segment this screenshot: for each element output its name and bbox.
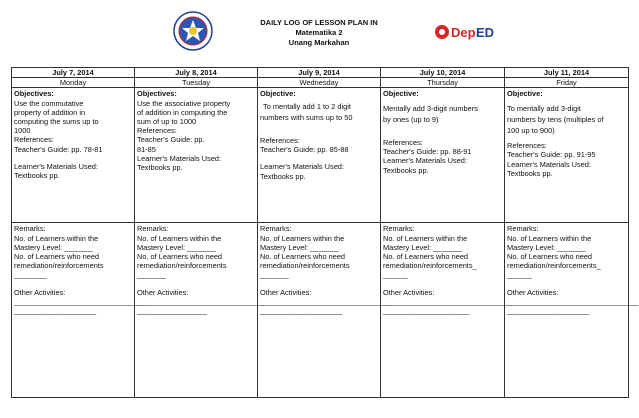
other-activities-line: ____________________ — [260, 306, 343, 316]
remediation-blank: ______ — [383, 270, 408, 280]
objective-text: Mentally add 3-digit numbers — [383, 103, 478, 113]
other-activities-line: ________________________________ — [260, 296, 392, 306]
references-label: References: — [137, 126, 177, 136]
teachers-guide: Teacher's Guide: pp. 85-88 — [260, 145, 349, 155]
date-cell: July 7, 2014 — [12, 68, 135, 78]
other-activities-line: _____________________ — [383, 306, 470, 316]
objective-text: of addition in computing the — [137, 107, 228, 117]
mastery-text: No. of Learners within the — [137, 233, 222, 243]
remediation-text: No. of Learners who need — [14, 252, 100, 262]
document-subject: Matematika 2 — [295, 28, 343, 37]
plan-cell-friday — [505, 88, 629, 223]
mastery-text: No. of Learners within the — [14, 233, 99, 243]
day-cell: Monday — [12, 78, 135, 88]
other-activities-label: Other Activities: — [507, 287, 559, 297]
mastery-level: Mastery Level: _______ — [507, 242, 586, 252]
materials-label: Learner's Materials Used: — [137, 153, 221, 163]
remediation-blank: ______ — [507, 270, 532, 280]
plan-cell-wednesday — [258, 88, 381, 223]
objective-label: Objectives: — [137, 89, 177, 99]
remediation-text: remediation/reinforcements — [137, 261, 227, 271]
remarks-cell-monday — [12, 223, 146, 398]
mastery-level: Mastery Level: _______ — [137, 242, 216, 252]
mastery-text: No. of Learners within the — [383, 233, 468, 243]
plan-cell-monday — [12, 88, 135, 223]
document-quarter: Unang Markahan — [288, 38, 350, 47]
day-cell: Thursday — [381, 78, 505, 88]
remediation-text: remediation/reinforcements — [14, 261, 104, 271]
objective-label: Objective: — [260, 89, 296, 99]
document-titles — [0, 18, 638, 48]
materials-text: Textbooks pp. — [260, 171, 306, 181]
objective-text: property of addition in — [14, 107, 86, 117]
remediation-text: No. of Learners who need — [137, 252, 223, 262]
remediation-blank: ________ — [14, 270, 47, 280]
remediation-text: remediation/reinforcements — [260, 261, 350, 271]
other-activities-line: ____________________ — [14, 306, 97, 316]
other-activities-line: _______________________________ — [383, 296, 511, 306]
remarks-cell-wednesday — [258, 223, 392, 398]
date-cell: July 11, 2014 — [505, 68, 629, 78]
lesson-log-table — [11, 67, 639, 398]
date-cell: July 10, 2014 — [381, 68, 505, 78]
remarks-label: Remarks: — [383, 224, 415, 234]
other-activities-label: Other Activities: — [383, 287, 435, 297]
remediation-text: No. of Learners who need — [507, 252, 593, 262]
materials-text: Textbooks pp. — [137, 163, 183, 173]
day-row — [12, 78, 629, 88]
other-activities-label: Other Activities: — [260, 287, 312, 297]
references-label: References: — [14, 135, 54, 145]
remarks-cell-tuesday — [135, 223, 265, 398]
remarks-label: Remarks: — [507, 224, 539, 234]
teachers-guide: Teacher's Guide: pp. 88-91 — [383, 147, 472, 157]
objective-text: 100 up to 900) — [507, 126, 555, 136]
teachers-guide: Teacher's Guide: pp. 91-95 — [507, 150, 596, 160]
materials-label: Learner's Materials Used: — [383, 156, 467, 166]
other-activities-line: ____________________ — [507, 306, 590, 316]
remediation-text: remediation/reinforcements_ — [383, 261, 477, 271]
objective-text: Use the commutative — [14, 98, 84, 108]
mastery-text: No. of Learners within the — [507, 233, 592, 243]
objective-text: computing the sums up to — [14, 117, 99, 127]
remediation-blank: _______ — [137, 270, 166, 280]
remediation-text: remediation/reinforcements_ — [507, 261, 601, 271]
remarks-label: Remarks: — [137, 224, 169, 234]
document-header — [0, 0, 638, 62]
objective-text: 1000 — [14, 126, 31, 136]
objective-text: Use the associative property — [137, 98, 231, 108]
day-cell: Wednesday — [258, 78, 381, 88]
objective-label: Objective: — [507, 89, 543, 99]
date-cell: July 9, 2014 — [258, 68, 381, 78]
svg-text:ED: ED — [476, 25, 495, 40]
remarks-label: Remarks: — [260, 224, 292, 234]
objective-text: numbers with sums up to 50 — [260, 112, 353, 122]
document-title: DAILY LOG OF LESSON PLAN IN — [260, 18, 378, 27]
other-activities-line: _______________________________ — [137, 296, 265, 306]
teachers-guide-pages: 81-85 — [137, 144, 156, 154]
objective-text: To mentally add 1 to 2 digit — [263, 101, 351, 111]
remarks-row — [12, 223, 629, 398]
plan-cell-thursday — [381, 88, 505, 223]
objective-text: sum of up to 1000 — [137, 117, 197, 127]
materials-label: Learner's Materials Used: — [507, 159, 591, 169]
references-label: References: — [507, 141, 547, 151]
materials-text: Textbooks pp. — [14, 171, 60, 181]
other-activities-line: _________________ — [137, 306, 207, 316]
materials-label: Learner's Materials Used: — [14, 161, 98, 171]
plan-cell-tuesday — [135, 88, 258, 223]
objective-label: Objective: — [383, 89, 419, 99]
remediation-blank: _______ — [260, 270, 289, 280]
references-label: References: — [383, 138, 423, 148]
remarks-cell-thursday — [381, 223, 511, 398]
objective-text: numbers by tens (multiples of — [507, 114, 604, 124]
objective-text: To mentally add 3-digit — [507, 103, 581, 113]
mastery-text: No. of Learners within the — [260, 233, 345, 243]
teachers-guide: Teacher's Guide: pp. 78-81 — [14, 144, 103, 154]
remediation-text: No. of Learners who need — [260, 252, 346, 262]
objective-label: Objectives: — [14, 89, 54, 99]
svg-text:Dep: Dep — [451, 25, 476, 40]
day-cell: Tuesday — [135, 78, 258, 88]
other-activities-line: ________________________________ — [14, 296, 146, 306]
teachers-guide: Teacher's Guide: pp. — [137, 135, 205, 145]
remediation-text: No. of Learners who need — [383, 252, 469, 262]
other-activities-label: Other Activities: — [137, 287, 189, 297]
mastery-level: Mastery Level: _______ — [14, 242, 93, 252]
deped-logo-icon — [434, 17, 495, 47]
other-activities-line: ________________________________ — [507, 296, 639, 306]
date-cell: July 8, 2014 — [135, 68, 258, 78]
day-cell: Friday — [505, 78, 629, 88]
remarks-label: Remarks: — [14, 224, 46, 234]
date-row — [12, 68, 629, 78]
remarks-cell-friday — [505, 223, 639, 398]
mastery-level: Mastery Level: _______ — [260, 242, 339, 252]
other-activities-label: Other Activities: — [14, 287, 66, 297]
materials-text: Textbooks pp. — [507, 168, 553, 178]
mastery-level: Mastery Level: _______ — [383, 242, 462, 252]
objective-text: by ones (up to 9) — [383, 114, 439, 124]
plan-row — [12, 88, 629, 223]
references-label: References: — [260, 136, 300, 146]
materials-label: Learner's Materials Used: — [260, 162, 344, 172]
materials-text: Textbooks pp. — [383, 165, 429, 175]
